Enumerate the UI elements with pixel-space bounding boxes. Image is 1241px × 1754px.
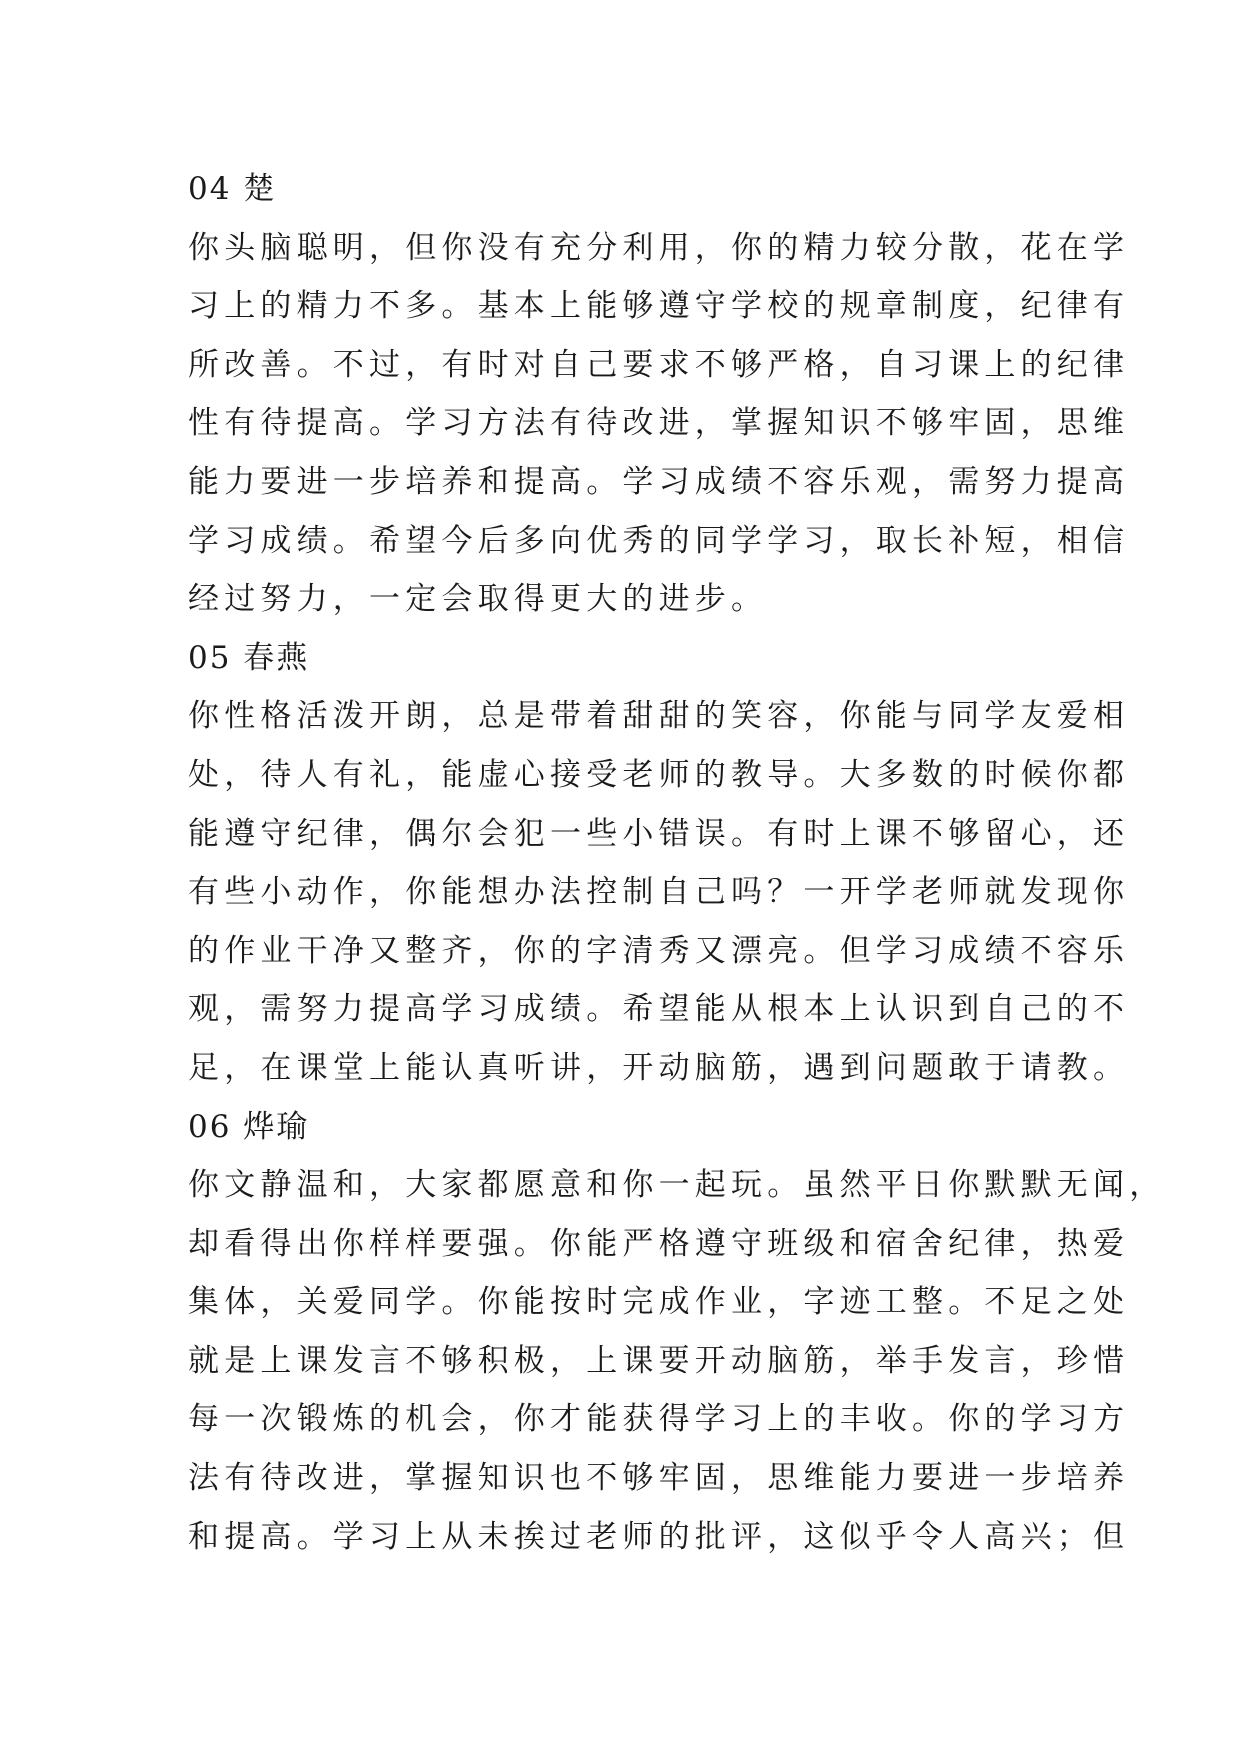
paragraph-line: 学习成绩。希望今后多向优秀的同学学习，取长补短，相信 (188, 522, 1130, 559)
document-body (188, 160, 1166, 1566)
paragraph-line: 观，需努力提高学习成绩。希望能从根本上认识到自己的不 (188, 991, 1130, 1028)
paragraph-line: 能遵守纪律，偶尔会犯一些小错误。有时上课不够留心，还 (188, 815, 1130, 852)
section-heading: 04 楚 (188, 171, 277, 207)
paragraph-line: 处，待人有礼，能虚心接受老师的教导。大多数的时候你都 (188, 756, 1130, 793)
paragraph-line: 足，在课堂上能认真听讲，开动脑筋，遇到问题敢于请教。 (188, 1049, 1130, 1086)
paragraph-line: 所改善。不过，有时对自己要求不够严格，自习课上的纪律 (188, 346, 1130, 383)
paragraph-line: 每一次锻炼的机会，你才能获得学习上的丰收。你的学习方 (188, 1401, 1130, 1438)
paragraph-line: 有些小动作，你能想办法控制自己吗？一开学老师就发现你 (188, 874, 1130, 911)
paragraph-line: 习上的精力不多。基本上能够遵守学校的规章制度，纪律有 (188, 288, 1130, 325)
section-heading: 06 烨瑜 (188, 1108, 310, 1145)
paragraph-line: 就是上课发言不够积极，上课要开动脑筋，举手发言，珍惜 (188, 1342, 1130, 1379)
paragraph-line: 能力要进一步培养和提高。学习成绩不容乐观，需努力提高 (188, 463, 1130, 500)
paragraph-line: 却看得出你样样要强。你能严格遵守班级和宿舍纪律，热爱 (188, 1225, 1130, 1262)
paragraph-line: 的作业干净又整齐，你的字清秀又漂亮。但学习成绩不容乐 (188, 932, 1130, 969)
section-heading: 05 春燕 (188, 639, 310, 676)
paragraph-line: 你头脑聪明，但你没有充分利用，你的精力较分散，花在学 (188, 229, 1130, 266)
paragraph-line: 法有待改进，掌握知识也不够牢固，思维能力要进一步培养 (188, 1460, 1130, 1497)
paragraph-line: 集体，关爱同学。你能按时完成作业，字迹工整。不足之处 (188, 1284, 1130, 1321)
paragraph-line: 你性格活泼开朗，总是带着甜甜的笑容，你能与同学友爱相 (188, 698, 1130, 735)
paragraph-line: 和提高。学习上从未挨过老师的批评，这似乎令人高兴；但 (188, 1518, 1130, 1555)
paragraph-line: 性有待提高。学习方法有待改进，掌握知识不够牢固，思维 (188, 405, 1130, 442)
paragraph-line: 你文静温和，大家都愿意和你一起玩。虽然平日你默默无闻， (188, 1167, 1166, 1204)
paragraph-line: 经过努力，一定会取得更大的进步。 (188, 581, 768, 618)
